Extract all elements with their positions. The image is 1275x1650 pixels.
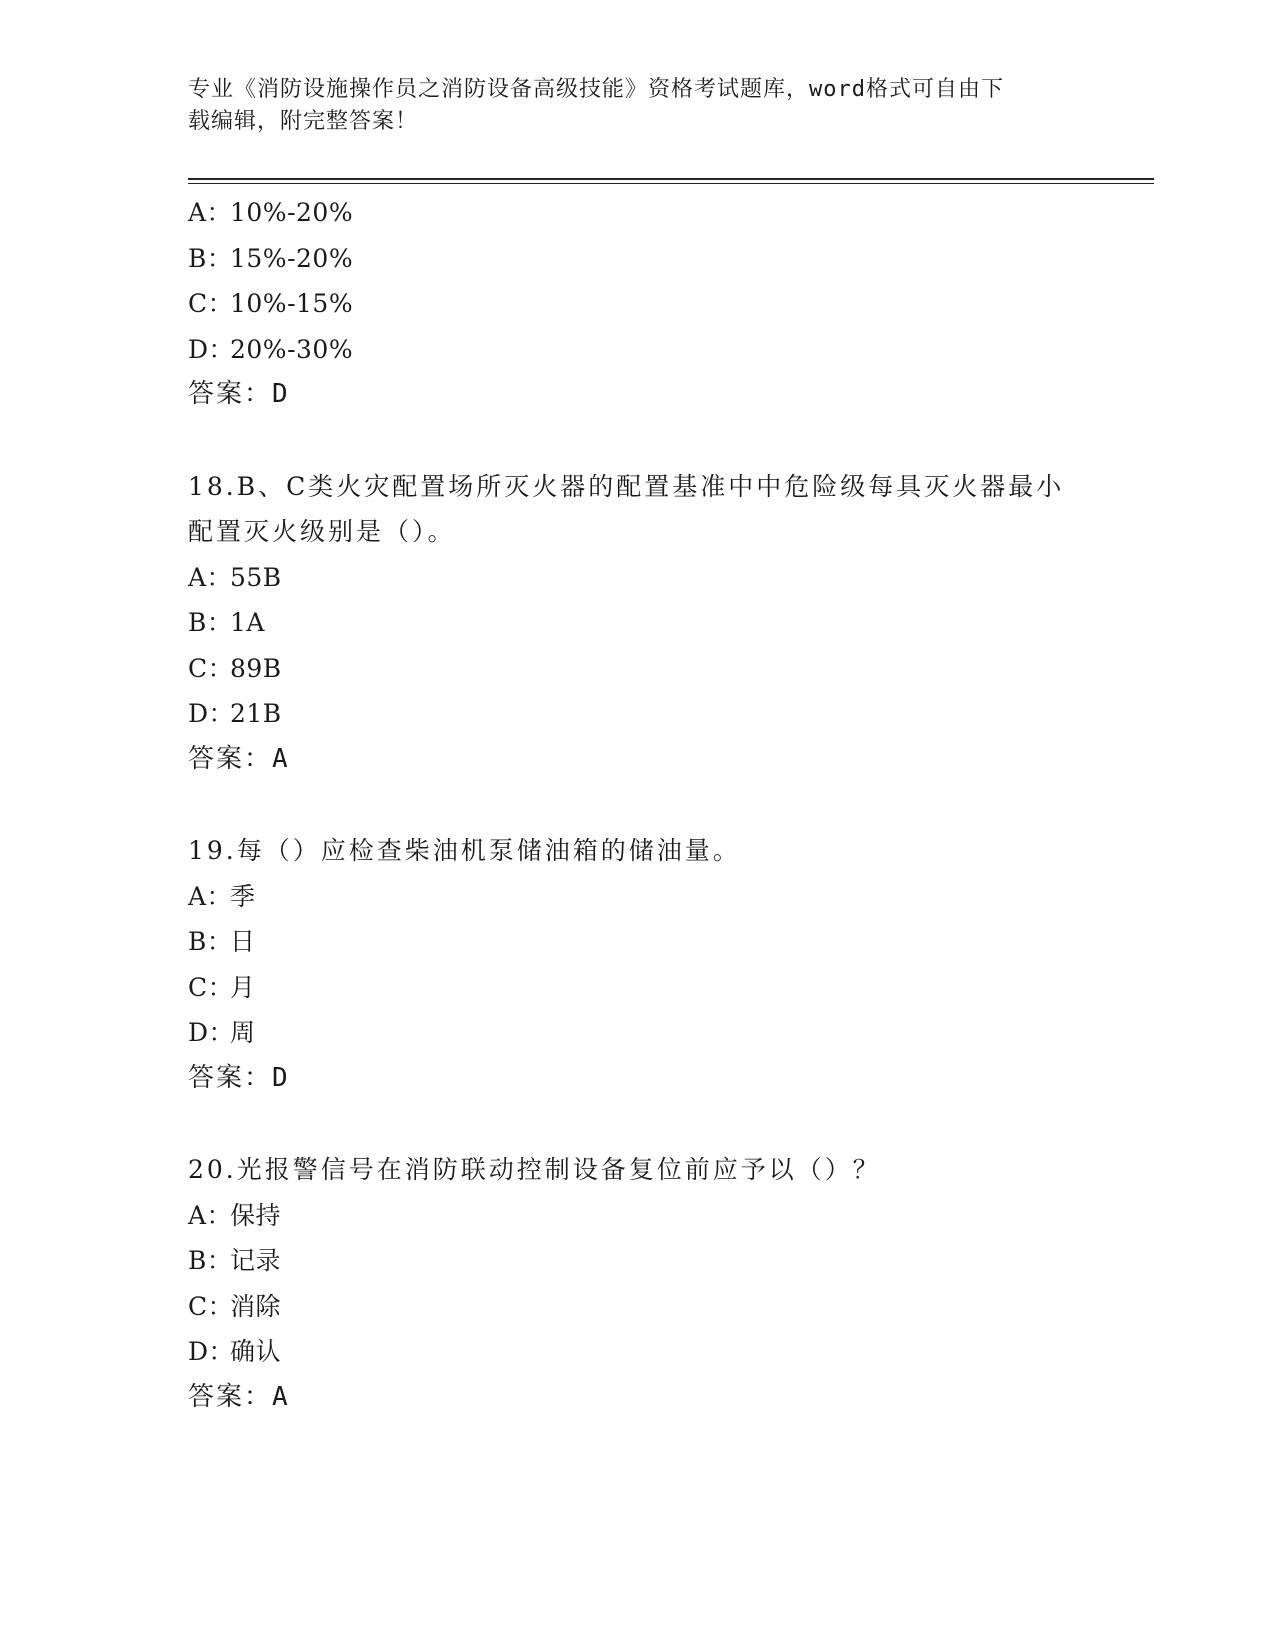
option-key: C： (188, 653, 234, 683)
option-b (188, 919, 1088, 965)
option-a (188, 555, 1088, 601)
option-key: B： (188, 608, 233, 637)
header-line-2: 载编辑，附完整答案！ (188, 109, 419, 134)
option-d (188, 1329, 1088, 1375)
answer-value: A (272, 743, 288, 774)
option-key: D： (188, 1018, 235, 1047)
question-20 (188, 1147, 1088, 1420)
question-18 (188, 464, 1088, 783)
option-key: B： (188, 243, 233, 273)
question-stem-line-1: 19.每（）应检查柴油机泵储油箱的储油量。 (188, 836, 741, 865)
option-text: 10%-20% (230, 198, 354, 227)
option-text: 记录 (230, 1246, 282, 1275)
answer-line (188, 737, 1088, 783)
option-d (188, 691, 1088, 737)
question-list (188, 190, 1088, 1420)
answer-line (188, 1375, 1088, 1421)
option-c (188, 965, 1088, 1011)
option-text: 15%-20% (230, 243, 354, 273)
option-text: 21B (230, 699, 282, 728)
answer-label: 答案： (188, 379, 273, 409)
option-key: A： (188, 1200, 233, 1230)
option-text: 日 (230, 927, 256, 956)
question-stem (188, 1147, 1068, 1193)
option-text: 保持 (230, 1200, 282, 1230)
option-key: C： (188, 1291, 234, 1321)
option-d (188, 1010, 1088, 1056)
option-text: 55B (230, 562, 282, 592)
option-text: 10%-15% (230, 289, 354, 318)
option-text: 周 (230, 1018, 256, 1047)
option-key: D： (188, 1337, 235, 1366)
option-text: 季 (230, 881, 256, 911)
header-divider-thin (188, 183, 1154, 184)
answer-value: D (272, 1062, 288, 1093)
question-stem (188, 828, 1068, 874)
option-c (188, 1284, 1088, 1330)
option-text: 确认 (230, 1337, 282, 1366)
answer-line (188, 372, 1088, 418)
option-text: 89B (230, 653, 282, 683)
option-a (188, 1193, 1088, 1239)
option-d (188, 327, 1088, 373)
option-key: D： (188, 699, 235, 728)
option-key: B： (188, 1246, 233, 1275)
option-key: B： (188, 927, 233, 956)
answer-label: 答案： (188, 1062, 273, 1093)
header-divider-thick (188, 178, 1154, 180)
option-key: A： (188, 881, 233, 911)
header-line-1: 专业《消防设施操作员之消防设备高级技能》资格考试题库，word格式可自由下 (188, 77, 1004, 102)
option-b (188, 1238, 1088, 1284)
answer-label: 答案： (188, 743, 273, 774)
option-b (188, 236, 1088, 282)
question-stem (188, 464, 1068, 555)
option-text: 消除 (230, 1291, 282, 1321)
question-stem-line-1: 20.光报警信号在消防联动控制设备复位前应予以（）？ (188, 1155, 881, 1184)
question-17-partial (188, 190, 1088, 418)
option-a (188, 190, 1088, 236)
option-key: A： (188, 562, 233, 592)
option-key: D： (188, 334, 235, 364)
option-b (188, 600, 1088, 646)
answer-value: D (272, 379, 288, 409)
option-key: A： (188, 198, 233, 227)
option-text: 1A (230, 608, 265, 637)
question-stem-line-1: 18.B、C类火灾配置场所灭火器的配置基准中中危险级每具灭火器最小 (188, 471, 1065, 501)
option-c (188, 281, 1088, 327)
answer-line (188, 1056, 1088, 1102)
option-key: C： (188, 289, 234, 318)
option-a (188, 874, 1088, 920)
answer-value: A (272, 1381, 288, 1412)
option-text: 月 (230, 972, 256, 1002)
question-19 (188, 828, 1088, 1101)
option-text: 20%-30% (230, 334, 354, 364)
question-stem-line-2: 配置灭火级别是（）。 (188, 517, 456, 546)
answer-label: 答案： (188, 1381, 273, 1412)
document-header (188, 74, 1068, 138)
option-c (188, 646, 1088, 692)
option-key: C： (188, 972, 234, 1002)
